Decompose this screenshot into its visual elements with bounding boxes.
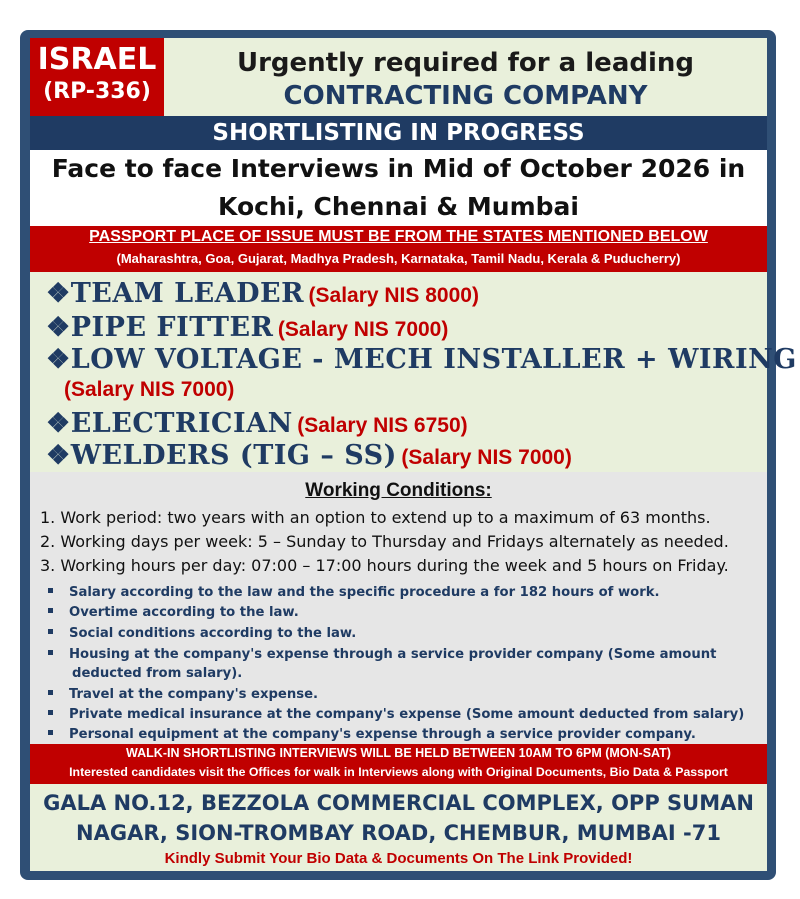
job-title: ❖LOW VOLTAGE - MECH INSTALLER + WIRING xyxy=(46,344,797,375)
address-line-1: GALA NO.12, BEZZOLA COMMERCIAL COMPLEX, OPP SUMAN xyxy=(43,791,754,815)
status-banner: SHORTLISTING IN PROGRESS xyxy=(30,116,767,150)
job-salary: (Salary NIS 7000) xyxy=(64,378,235,401)
passport-notice xyxy=(30,226,767,272)
bullet-icon xyxy=(48,690,53,695)
submit-note: Kindly Submit Your Bio Data & Documents On The Link Provided! xyxy=(164,850,633,867)
condition-item: 2. Working days per week: 5 – Sunday to Thursday and Fridays alternately as needed. xyxy=(40,532,729,551)
bullet-icon xyxy=(48,629,53,634)
passport-states: (Maharashtra, Goa, Gujarat, Madhya Pradesh, Karnataka, Tamil Nadu, Kerala & Puducherry) xyxy=(116,251,681,266)
condition-item: 1. Work period: two years with an option to extend up to a maximum of 63 months. xyxy=(40,508,711,527)
job-title: ❖ELECTRICIAN xyxy=(46,408,293,439)
bullet-text: Private medical insurance at the company's expense (Some amount deducted from salary) xyxy=(69,707,745,722)
bullet-icon xyxy=(48,710,53,715)
job-salary: (Salary NIS 7000) xyxy=(277,318,449,341)
job-item xyxy=(46,440,572,471)
job-item xyxy=(46,278,479,309)
country-badge xyxy=(30,38,164,116)
bullet-text: Housing at the company's expense through a service provider company (Some amount xyxy=(69,647,717,662)
job-list xyxy=(30,272,797,472)
bullet-text: Social conditions according to the law. xyxy=(69,626,357,641)
bullet-icon xyxy=(48,730,53,735)
reference-code: (RP-336) xyxy=(43,79,151,104)
bullet-icon xyxy=(48,608,53,613)
bullet-item xyxy=(48,584,660,602)
bullet-icon xyxy=(48,588,53,593)
interview-locations: Kochi, Chennai & Mumbai xyxy=(218,192,579,221)
country-name: ISRAEL xyxy=(37,42,157,77)
walkin-banner xyxy=(30,744,767,784)
job-salary: (Salary NIS 7000) xyxy=(401,446,572,469)
job-item xyxy=(46,312,448,343)
header-line-1: Urgently required for a leading xyxy=(236,48,695,78)
bullet-item xyxy=(48,646,716,664)
walkin-instructions: Interested candidates visit the Offices for walk in Interviews along with Original Documents, Bio Data & Passport xyxy=(69,765,728,779)
bullet-text: Overtime according to the law. xyxy=(69,605,299,620)
job-title: ❖WELDERS (TIG – SS) xyxy=(46,440,397,471)
job-item xyxy=(46,344,797,375)
condition-item: 3. Working hours per day: 07:00 – 17:00 hours during the week and 5 hours on Friday. xyxy=(40,556,729,575)
interview-line-1: Face to face Interviews in Mid of October 2026 in xyxy=(51,154,746,183)
passport-title: PASSPORT PLACE OF ISSUE MUST BE FROM THE STATES MENTIONED BELOW xyxy=(89,228,708,245)
office-address xyxy=(30,784,767,871)
bullet-icon xyxy=(48,650,53,655)
bullet-item xyxy=(48,604,299,622)
header-company: CONTRACTING COMPANY xyxy=(283,81,648,111)
address-line-2: NAGAR, SION-TROMBAY ROAD, CHEMBUR, MUMBAI -71 xyxy=(76,821,721,845)
job-title: ❖TEAM LEADER xyxy=(46,278,305,309)
job-salary: (Salary NIS 6750) xyxy=(297,414,468,437)
job-salary: (Salary NIS 8000) xyxy=(308,284,479,307)
bullet-item xyxy=(48,706,744,724)
working-conditions xyxy=(30,472,767,744)
bullet-item xyxy=(48,726,696,744)
walkin-schedule: WALK-IN SHORTLISTING INTERVIEWS WILL BE HELD BETWEEN 10AM TO 6PM (MON-SAT) xyxy=(126,746,671,760)
bullet-continuation: deducted from salary). xyxy=(72,666,243,681)
bullet-text: Personal equipment at the company's expense through a service provider company. xyxy=(69,727,696,742)
bullet-item xyxy=(48,686,318,704)
bullet-text: Salary according to the law and the specific procedure a for 182 hours of work. xyxy=(69,585,660,600)
interview-info xyxy=(30,150,767,226)
bullet-item xyxy=(48,625,356,643)
job-item xyxy=(46,408,468,439)
conditions-title: Working Conditions: xyxy=(305,480,492,501)
bullet-text: Travel at the company's expense. xyxy=(69,687,319,702)
poster-header xyxy=(164,38,767,116)
job-title: ❖PIPE FITTER xyxy=(46,312,274,343)
